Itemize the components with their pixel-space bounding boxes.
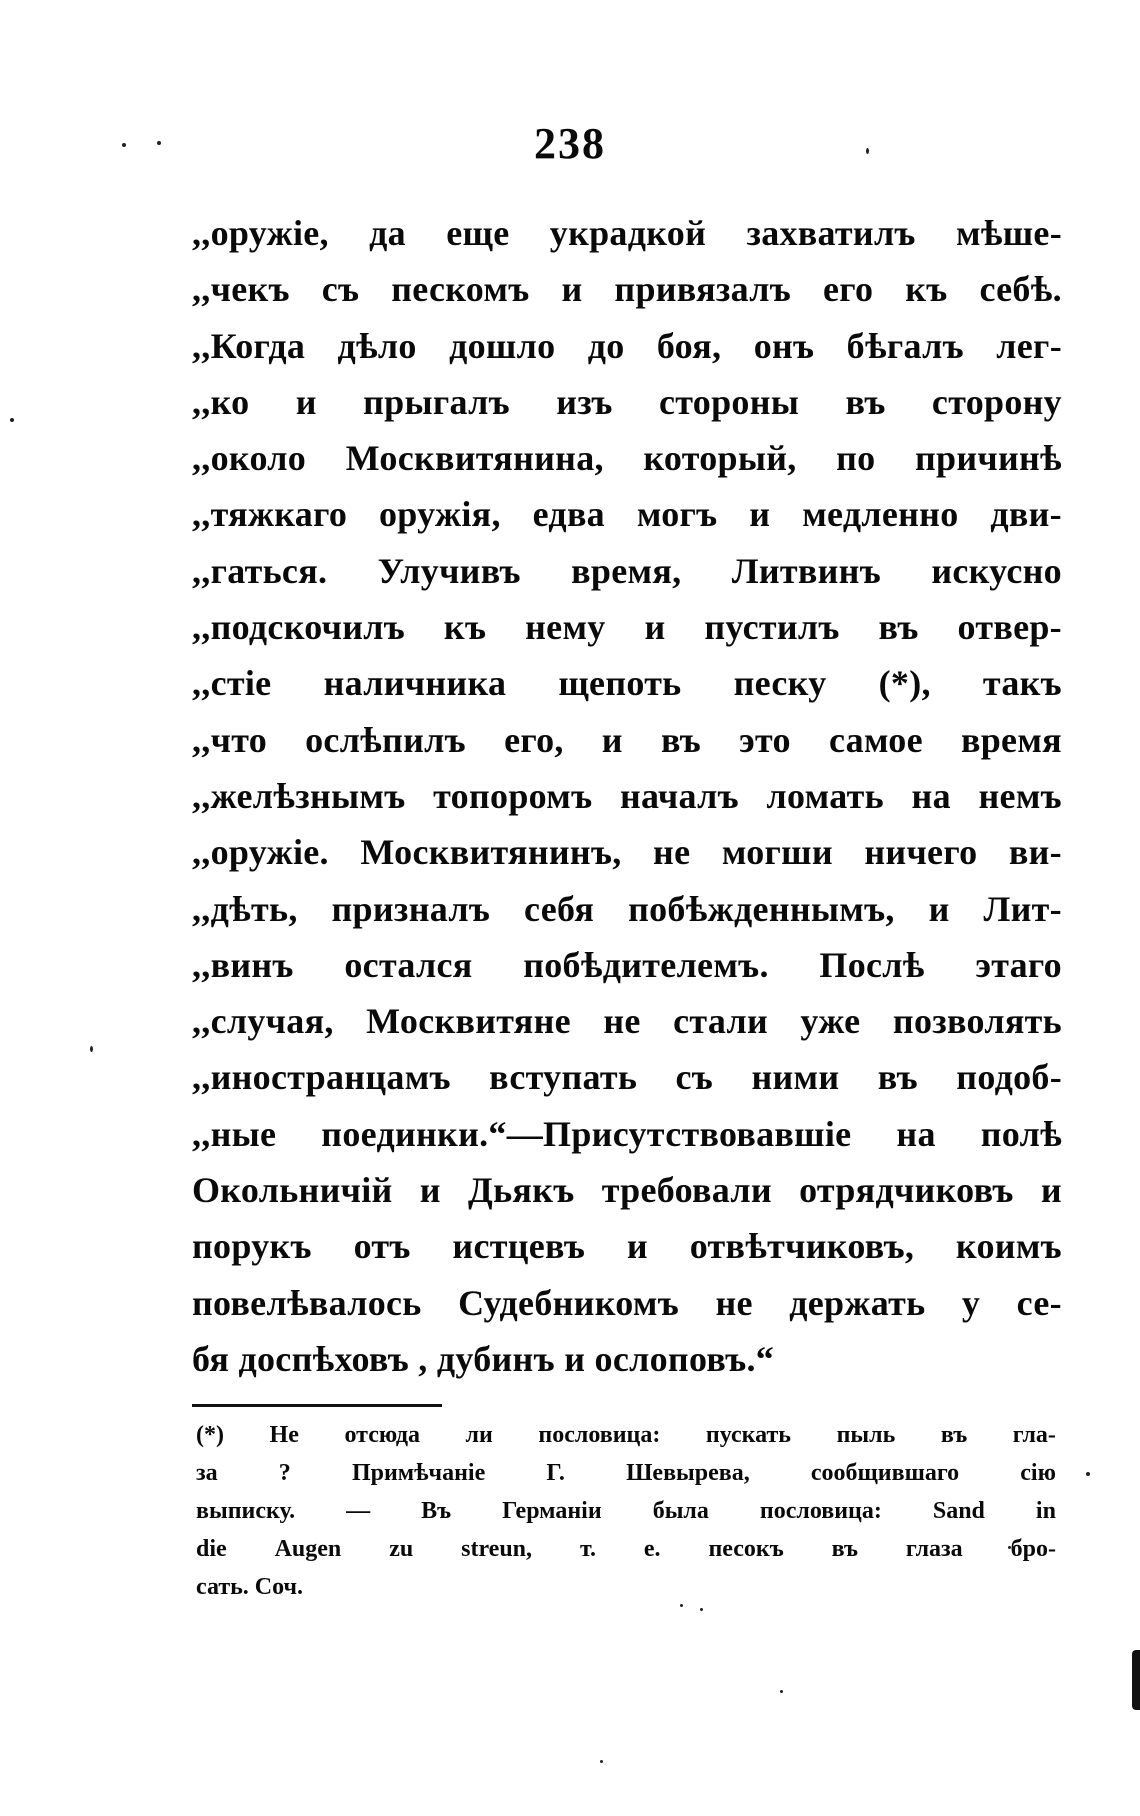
word: по: [836, 438, 876, 479]
text-line: [192, 543, 1062, 599]
word: привязалъ: [614, 269, 792, 310]
word: отвер-: [957, 607, 1062, 648]
word: самое: [828, 719, 923, 760]
word: на: [896, 1113, 936, 1154]
word: (*): [196, 1422, 224, 1448]
word: и: [928, 888, 950, 929]
word: пускать: [705, 1422, 791, 1448]
word: еще: [446, 213, 510, 253]
text-line: [192, 374, 1062, 430]
word: е.: [643, 1536, 661, 1562]
word: мѣше-: [956, 213, 1062, 253]
word: немъ: [978, 775, 1062, 816]
word: лег-: [996, 325, 1062, 366]
word: украдкой: [549, 213, 707, 253]
word: наличника: [323, 663, 507, 704]
word: сію: [1020, 1460, 1056, 1486]
word: ломать: [766, 775, 884, 816]
word: повелѣвалось: [192, 1282, 422, 1323]
word: въ: [831, 1536, 858, 1562]
word: стали: [673, 1001, 768, 1042]
word: поединки.“—Присутствовавшіе: [321, 1113, 852, 1154]
word: гла-: [1012, 1422, 1056, 1448]
word: Германіи: [502, 1498, 602, 1524]
word: этаго: [975, 944, 1062, 985]
text-line: [192, 768, 1062, 824]
word: его: [822, 269, 874, 310]
page-number: 238: [534, 119, 606, 168]
word: и: [644, 607, 666, 648]
word: время,: [571, 550, 682, 591]
text-line: [192, 1162, 1062, 1218]
word: Г.: [546, 1460, 565, 1486]
text-line: бя доспѣховъ , дубинъ и ослоповъ.“: [192, 1338, 775, 1379]
word: была: [652, 1498, 709, 1524]
word: ?: [278, 1460, 291, 1486]
word: истцевъ: [452, 1226, 586, 1267]
word: Лит-: [983, 888, 1062, 929]
word: стороны: [659, 381, 800, 422]
body-text: [192, 205, 1062, 1387]
word: ,,стіе: [192, 663, 272, 704]
word: дви-: [990, 494, 1062, 535]
word: песокъ: [708, 1536, 784, 1562]
word: отъ: [353, 1226, 411, 1267]
word: оружія,: [379, 494, 501, 535]
word: отрядчиковъ: [799, 1170, 1014, 1211]
scan-speck: [866, 148, 869, 154]
text-line: [192, 318, 1062, 374]
word: Москвитянинъ,: [360, 832, 622, 873]
word: изъ: [556, 381, 613, 422]
word: съ: [675, 1057, 714, 1098]
word: пословица:: [759, 1498, 882, 1524]
word: —: [346, 1498, 371, 1524]
word: ,,подскочилъ: [192, 607, 406, 648]
word: ,,чекъ: [192, 269, 290, 310]
word: и: [626, 1226, 648, 1267]
footnote-line: [196, 1416, 1056, 1454]
word: держать: [789, 1282, 926, 1323]
scan-speck: [780, 1690, 783, 1693]
scan-speck: [122, 143, 126, 147]
word: щепоть: [558, 663, 682, 704]
word: сторону: [931, 381, 1062, 422]
text-line: [192, 261, 1062, 317]
scan-speck: [680, 1604, 683, 1607]
word: прыгалъ: [363, 381, 510, 422]
scan-speck: [10, 418, 14, 422]
word: себя: [524, 888, 595, 929]
word: in: [1035, 1498, 1056, 1524]
word: пыль: [836, 1422, 896, 1448]
word: Москвитянина,: [345, 438, 604, 479]
word: Улучивъ: [377, 550, 521, 591]
word: въ: [877, 1057, 918, 1098]
scan-speck: [1086, 1472, 1090, 1476]
word: Москвитяне: [366, 1001, 571, 1042]
text-line: [192, 824, 1062, 880]
text-line: [192, 599, 1062, 655]
word: Въ: [421, 1498, 452, 1524]
word: время: [960, 719, 1062, 760]
word: остался: [344, 944, 473, 985]
word: ,,около: [192, 438, 307, 479]
word: бро-: [1010, 1536, 1056, 1562]
text-line: [192, 1049, 1062, 1105]
text-line: [192, 1106, 1062, 1162]
word: Послѣ: [819, 944, 925, 985]
word: выписку.: [196, 1498, 296, 1524]
word: ослѣпилъ: [305, 719, 466, 760]
text-line: [192, 655, 1062, 711]
scan-speck: [600, 1760, 603, 1763]
word: едва: [532, 494, 605, 535]
word: въ: [845, 381, 886, 422]
word: требовали: [601, 1170, 772, 1211]
word: ли: [465, 1422, 493, 1448]
word: песку: [733, 663, 827, 704]
word: могши: [721, 832, 833, 873]
word: отсюда: [344, 1422, 420, 1448]
word: Окольничій: [192, 1170, 393, 1211]
word: ,,дѣть,: [192, 888, 298, 929]
word: ,,винъ: [192, 944, 294, 985]
word: Не: [269, 1422, 299, 1448]
word: на: [911, 775, 951, 816]
word: такъ: [982, 663, 1062, 704]
text-line: [192, 430, 1062, 486]
word: т.: [579, 1536, 596, 1562]
word: пескомъ: [391, 269, 530, 310]
word: могъ: [636, 494, 718, 535]
word: который,: [643, 438, 797, 479]
word: ,,оружіе.: [192, 832, 329, 873]
word: ,,что: [192, 719, 268, 760]
scan-edge-mark: [1132, 1650, 1140, 1710]
word: порукъ: [192, 1226, 312, 1267]
footnote-line: сать. Соч.: [196, 1574, 304, 1600]
footnote-line: [196, 1454, 1056, 1492]
word: ,,желѣзнымъ: [192, 775, 406, 816]
footnote-divider: [192, 1404, 442, 1407]
word: сообщившаго: [810, 1460, 960, 1486]
word: отвѣтчиковъ,: [689, 1226, 915, 1267]
word: и: [1040, 1170, 1062, 1211]
scan-speck: [90, 1046, 93, 1052]
word: глаза: [905, 1536, 963, 1562]
word: не: [603, 1001, 641, 1042]
word: ,,оружіе,: [192, 213, 329, 253]
word: боя,: [656, 325, 722, 366]
word: побѣдителемъ.: [523, 944, 769, 985]
text-line: [192, 1275, 1062, 1331]
word: это: [739, 719, 791, 760]
word: пословица:: [538, 1422, 661, 1448]
word: и: [561, 269, 583, 310]
word: съ: [321, 269, 360, 310]
scan-speck: [700, 1608, 703, 1611]
word: Sand: [932, 1498, 985, 1524]
word: Шевырева,: [626, 1460, 750, 1486]
word: не: [715, 1282, 753, 1323]
word: подоб-: [956, 1057, 1062, 1098]
word: и: [419, 1170, 441, 1211]
word: да: [369, 213, 406, 253]
word: ничего: [864, 832, 978, 873]
word: ,,ные: [192, 1113, 277, 1154]
word: ,,Когда: [192, 325, 306, 366]
word: ,,случая,: [192, 1001, 334, 1042]
text-line: [192, 993, 1062, 1049]
word: въ: [878, 607, 919, 648]
word: streun,: [461, 1536, 533, 1562]
text-line: [192, 486, 1062, 542]
word: топоромъ: [433, 775, 593, 816]
word: захватилъ: [746, 213, 916, 253]
word: zu: [389, 1536, 414, 1562]
word: за: [196, 1460, 218, 1486]
text-line: [192, 712, 1062, 768]
word: не: [653, 832, 691, 873]
word: нему: [525, 607, 606, 648]
word: се-: [1016, 1282, 1062, 1323]
word: и: [295, 381, 317, 422]
word: до: [587, 325, 625, 366]
word: Литвинъ: [731, 550, 881, 591]
word: ,,гаться.: [192, 550, 328, 591]
scan-speck: [157, 141, 161, 145]
word: побѣжденнымъ,: [628, 888, 895, 929]
word: медленно: [802, 494, 959, 535]
text-line: [192, 937, 1062, 993]
word: ,,тяжкаго: [192, 494, 348, 535]
word: Дьякъ: [468, 1170, 575, 1211]
word: Судебникомъ: [458, 1282, 679, 1323]
word: уже: [800, 1001, 861, 1042]
word: себѣ.: [979, 269, 1062, 310]
footnote-line: [196, 1492, 1056, 1530]
word: позволять: [892, 1001, 1062, 1042]
word: ,,иностранцамъ: [192, 1057, 451, 1098]
word: въ: [940, 1422, 968, 1448]
scan-speck: [1008, 1546, 1011, 1549]
word: полѣ: [980, 1113, 1062, 1154]
word: его,: [504, 719, 564, 760]
word: дѣло: [337, 325, 417, 366]
word: пустилъ: [704, 607, 840, 648]
word: у: [961, 1282, 981, 1323]
word: искусно: [931, 550, 1062, 591]
word: онъ: [753, 325, 815, 366]
word: ними: [751, 1057, 840, 1098]
word: коимъ: [955, 1226, 1062, 1267]
word: къ: [905, 269, 948, 310]
word: призналъ: [331, 888, 491, 929]
text-line: [192, 205, 1062, 261]
text-line: [192, 881, 1062, 937]
word: и: [601, 719, 623, 760]
word: началъ: [620, 775, 739, 816]
word: Augen: [274, 1536, 342, 1562]
word: ,,ко: [192, 381, 250, 422]
word: и: [749, 494, 771, 535]
word: (*),: [878, 663, 931, 704]
footnote-line: [196, 1530, 1056, 1568]
word: причинѣ: [914, 438, 1062, 479]
footnote: [196, 1416, 1056, 1606]
word: die: [196, 1536, 227, 1562]
word: дошло: [449, 325, 556, 366]
word: въ: [660, 719, 702, 760]
word: ви-: [1008, 832, 1062, 873]
word: вступать: [489, 1057, 638, 1098]
text-line: [192, 1218, 1062, 1274]
word: бѣгалъ: [846, 325, 964, 366]
word: къ: [443, 607, 487, 648]
word: Примѣчаніе: [351, 1460, 486, 1486]
